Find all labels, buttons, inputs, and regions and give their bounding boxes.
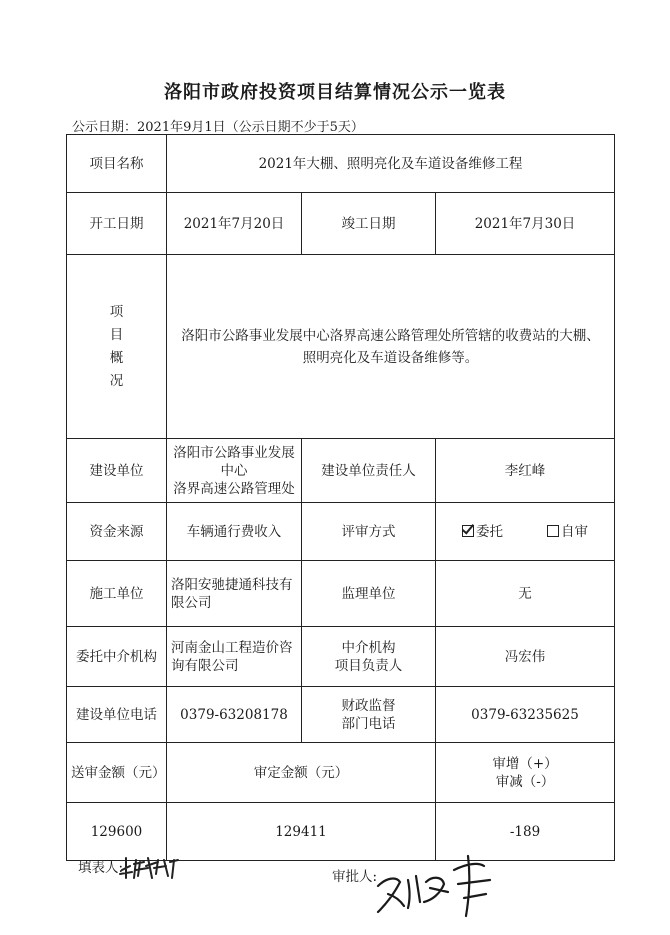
approver-label: 审批人: (332, 869, 378, 885)
overview-label-char: 目 (109, 326, 124, 343)
approver-signature (368, 842, 508, 922)
agency-value: 河南金山工程造价咨询有限公司 (167, 627, 302, 687)
finance-phone-label-line: 财政监督 (341, 697, 396, 714)
construction-unit-value (167, 439, 302, 503)
overview-label-char: 项 (109, 303, 124, 320)
start-date-value: 2021年7月20日 (167, 193, 302, 255)
construction-unit-label: 建设单位 (67, 439, 167, 503)
builder-value: 洛阳安驰捷通科技有限公司 (167, 561, 302, 627)
end-date-value: 2021年7月30日 (436, 193, 615, 255)
filler-signature (118, 848, 182, 884)
approved-amount-label: 审定金额（元） (167, 743, 436, 803)
unit-phone-value: 0379-63208178 (167, 687, 302, 743)
agency-leader-value: 冯宏伟 (436, 627, 615, 687)
overview-label-char: 况 (109, 372, 124, 389)
row-funding (67, 503, 615, 561)
construction-unit-line: 洛界高速公路管理处 (173, 480, 295, 497)
change-amount-value: -189 (436, 803, 615, 861)
finance-phone-label-line: 部门电话 (341, 715, 396, 732)
agency-leader-label-line: 中介机构 (341, 639, 396, 656)
option-self-review[interactable] (547, 523, 588, 541)
row-amount-headers (67, 743, 615, 803)
page-title: 洛阳市政府投资项目结算情况公示一览表 (164, 82, 506, 103)
funding-label: 资金来源 (67, 503, 167, 561)
filler-label: 填表人: (78, 860, 124, 876)
overview-label-char: 概 (109, 349, 124, 366)
row-agency (67, 627, 615, 687)
change-amount-label-line: 审减（-） (495, 773, 555, 790)
supervisor-label: 监理单位 (302, 561, 436, 627)
row-phones (67, 687, 615, 743)
project-name-value: 2021年大棚、照明亮化及车道设备维修工程 (167, 135, 615, 193)
end-date-label: 竣工日期 (302, 193, 436, 255)
review-method-options (436, 503, 615, 561)
change-amount-label (436, 743, 615, 803)
submitted-amount-value: 129600 (67, 803, 167, 861)
submitted-amount-label: 送审金额（元） (67, 743, 167, 803)
construction-unit-line: 中心 (220, 462, 248, 479)
agency-leader-label (302, 627, 436, 687)
unchecked-checkbox-icon[interactable] (547, 525, 559, 537)
review-method-label: 评审方式 (302, 503, 436, 561)
row-builder (67, 561, 615, 627)
project-name-label: 项目名称 (67, 135, 167, 193)
start-date-label: 开工日期 (67, 193, 167, 255)
checked-checkbox-icon[interactable] (462, 525, 474, 537)
overview-label (67, 255, 167, 439)
unit-phone-label: 建设单位电话 (67, 687, 167, 743)
agency-leader-label-line: 项目负责人 (334, 657, 403, 674)
option-entrusted[interactable] (462, 523, 503, 541)
publish-date: 公示日期：2021年9月1日（公示日期不少于5天） (72, 120, 364, 135)
option-self-review-label: 自审 (561, 523, 588, 540)
finance-phone-value: 0379-63235625 (436, 687, 615, 743)
settlement-table (66, 134, 615, 861)
funding-value: 车辆通行费收入 (167, 503, 302, 561)
option-entrusted-label: 委托 (476, 523, 503, 540)
responsible-label: 建设单位责任人 (302, 439, 436, 503)
approved-amount-value: 129411 (167, 803, 436, 861)
finance-phone-label (302, 687, 436, 743)
responsible-value: 李红峰 (436, 439, 615, 503)
agency-label: 委托中介机构 (67, 627, 167, 687)
overview-text: 洛阳市公路事业发展中心洛界高速公路管理处所管辖的收费站的大棚、照明亮化及车道设备维修等。 (181, 327, 600, 366)
row-construction-unit (67, 439, 615, 503)
row-dates (67, 193, 615, 255)
builder-label: 施工单位 (67, 561, 167, 627)
construction-unit-line: 洛阳市公路事业发展 (173, 444, 295, 461)
overview-value (167, 255, 615, 439)
change-amount-label-line: 审增（+） (492, 755, 558, 772)
row-project-name (67, 135, 615, 193)
supervisor-value: 无 (436, 561, 615, 627)
row-overview (67, 255, 615, 439)
